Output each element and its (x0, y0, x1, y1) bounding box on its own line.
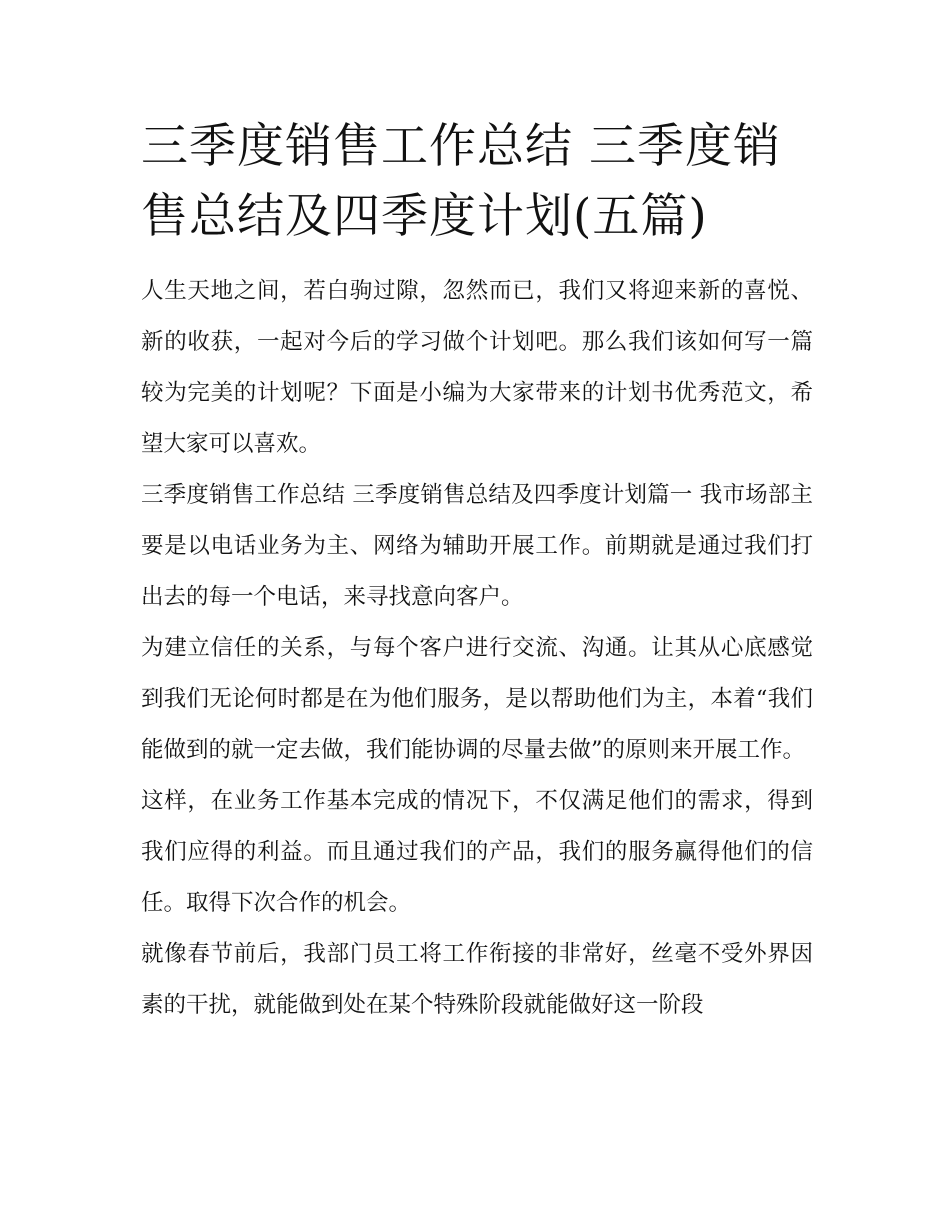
paragraph-part-one: 三季度销售工作总结 三季度销售总结及四季度计划篇一 我市场部主要是以电话业务为主、网络为辅助开展工作。前期就是通过我们打出去的每一个电话，来寻找意向客户。 (141, 482, 813, 610)
document-body (141, 266, 813, 1031)
paragraph-trust: 为建立信任的关系，与每个客户进行交流、沟通。让其从心底感觉到我们无论何时都是在为他们服务，是以帮助他们为主，本着“我们能做到的就一定去做，我们能协调的尽量去做”的原则来开展工作。 (141, 635, 813, 763)
paragraph-benefits: 这样，在业务工作基本完成的情况下，不仅满足他们的需求，得到我们应得的利益。而且通过我们的产品，我们的服务赢得他们的信任。取得下次合作的机会。 (141, 788, 813, 916)
document-content (141, 112, 813, 1031)
paragraph-spring-festival: 就像春节前后，我部门员工将工作衔接的非常好，丝毫不受外界因素的干扰，就能做到处在某个特殊阶段就能做好这一阶段 (141, 941, 813, 1018)
document-title: 三季度销售工作总结 三季度销售总结及四季度计划(五篇) (141, 119, 781, 244)
paragraph-intro: 人生天地之间，若白驹过隙，忽然而已，我们又将迎来新的喜悦、新的收获，一起对今后的学习做个计划吧。那么我们该如何写一篇较为完美的计划呢？下面是小编为大家带来的计划书优秀范文，希望大家可以喜欢。 (141, 278, 813, 457)
